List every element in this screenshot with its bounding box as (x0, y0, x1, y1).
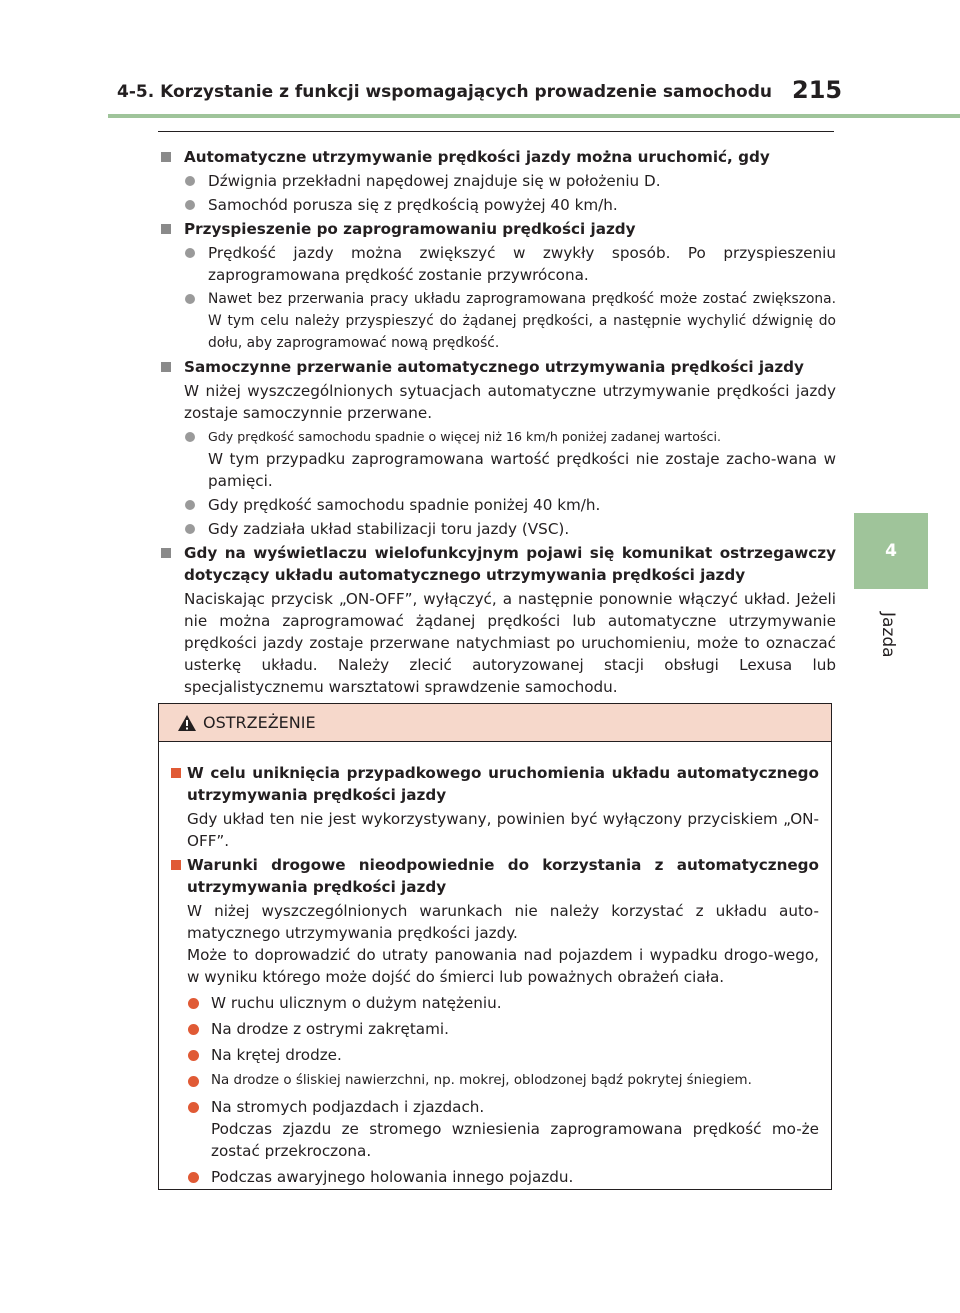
warning-title: OSTRZEŻENIE (203, 713, 316, 732)
list-item-text: W tym przypadku zaprogramowana wartość prędkości nie zostaje zacho-wana w pamięci. (208, 450, 836, 490)
warning-list-item: Na krętej drodze. (171, 1044, 819, 1066)
main-content (160, 144, 836, 698)
list-item (160, 426, 836, 492)
warning-header (159, 704, 831, 742)
content-rule (158, 131, 834, 132)
section-heading: Gdy na wyświetlaczu wielofunkcyjnym pojawi się komunikat ostrzegawczy dotyczący układu automatycznego utrzymywania prędkości jazdy (160, 542, 836, 586)
warning-list-item: Na drodze z ostrymi zakrętami. (171, 1018, 819, 1040)
section-heading: Przyspieszenie po zaprogramowaniu prędkości jazdy (160, 218, 836, 240)
chapter-tab (854, 513, 928, 589)
warning-text-line: W niżej wyszczególnionych warunkach nie należy korzystać z układu auto-matycznego utrzymywania prędkości jazdy. (187, 902, 819, 942)
list-item: Dźwignia przekładni napędowej znajduje się w położeniu D. (160, 170, 836, 192)
warning-list-item: Na drodze o śliskiej nawierzchni, np. mokrej, oblodzonej bądź pokrytej śniegiem. (171, 1070, 819, 1092)
list-item: Gdy zadziała układ stabilizacji toru jazdy (VSC). (160, 518, 836, 540)
list-item: Prędkość jazdy można zwiększyć w zwykły sposób. Po przyspieszeniu zaprogramowana prędkość zostanie przywrócona. (160, 242, 836, 286)
section-text: Naciskając przycisk „ON-OFF”, wyłączyć, a następnie ponownie włączyć układ. Jeżeli nie można zaprogramować żądanej prędkości lub automatyczne utrzymywanie prędkości jazdy zostaje przerwane natychmiast po uruchomieniu, może to oznaczać usterkę układu. Należy zlecić autoryzowanej stacji obsługi Lexusa lub specjalistycznemu warsztatowi sprawdzenie samochodu. (184, 590, 836, 696)
warning-box (158, 703, 832, 1190)
warning-list-item: Podczas awaryjnego holowania innego pojazdu. (171, 1166, 819, 1188)
warning-text: Gdy układ ten nie jest wykorzystywany, powinien być wyłączony przyciskiem „ON-OFF”. (187, 810, 819, 850)
warning-text-line: Może to doprowadzić do utraty panowania nad pojazdem i wypadku drogo-wego, w wyniku którego może dojść do śmierci lub poważnych obrażeń ciała. (187, 946, 819, 986)
list-item-text: Gdy prędkość samochodu spadnie o więcej niż 16 km/h poniżej zadanej wartości. (208, 429, 721, 444)
warning-text (171, 900, 819, 988)
list-item: Nawet bez przerwania pracy układu zaprogramowana prędkość może zostać zwiększona. W tym celu należy przyspieszyć do żądanej prędkości, a następnie wychylić dźwignię do dołu, aby zaprogramować nową prędkość. (160, 288, 836, 354)
warning-list-item: W ruchu ulicznym o dużym natężeniu. (171, 992, 819, 1014)
section-text: W niżej wyszczególnionych sytuacjach automatyczne utrzymywanie prędkości jazdy zostaje samoczynnie przerwane. (184, 382, 836, 422)
warning-list-item (171, 1096, 819, 1162)
chapter-label: Jazda (878, 612, 898, 658)
page-number: 215 (792, 76, 843, 104)
warning-triangle-icon (177, 714, 197, 732)
warning-list-item-text: Na stromych podjazdach i zjazdach. (211, 1098, 485, 1116)
list-item: Samochód porusza się z prędkością powyżej 40 km/h. (160, 194, 836, 216)
section-heading: Automatyczne utrzymywanie prędkości jazdy można uruchomić, gdy (160, 146, 836, 168)
warning-list-item-text: Podczas zjazdu ze stromego wzniesienia zaprogramowana prędkość mo-że zostać przekroczona. (211, 1120, 819, 1160)
warning-body (159, 742, 831, 1188)
warning-section-heading: Warunki drogowe nieodpowiednie do korzystania z automatycznego utrzymywania prędkości jazdy (171, 854, 819, 898)
page-header-title: 4-5. Korzystanie z funkcji wspomagających prowadzenie samochodu (116, 82, 772, 102)
warning-section-heading: W celu uniknięcia przypadkowego uruchomienia układu automatycznego utrzymywania prędkości jazdy (171, 762, 819, 806)
list-item: Gdy prędkość samochodu spadnie poniżej 40 km/h. (160, 494, 836, 516)
chapter-number: 4 (885, 541, 897, 561)
header-rule (108, 114, 960, 118)
section-heading: Samoczynne przerwanie automatycznego utrzymywania prędkości jazdy (160, 356, 836, 378)
